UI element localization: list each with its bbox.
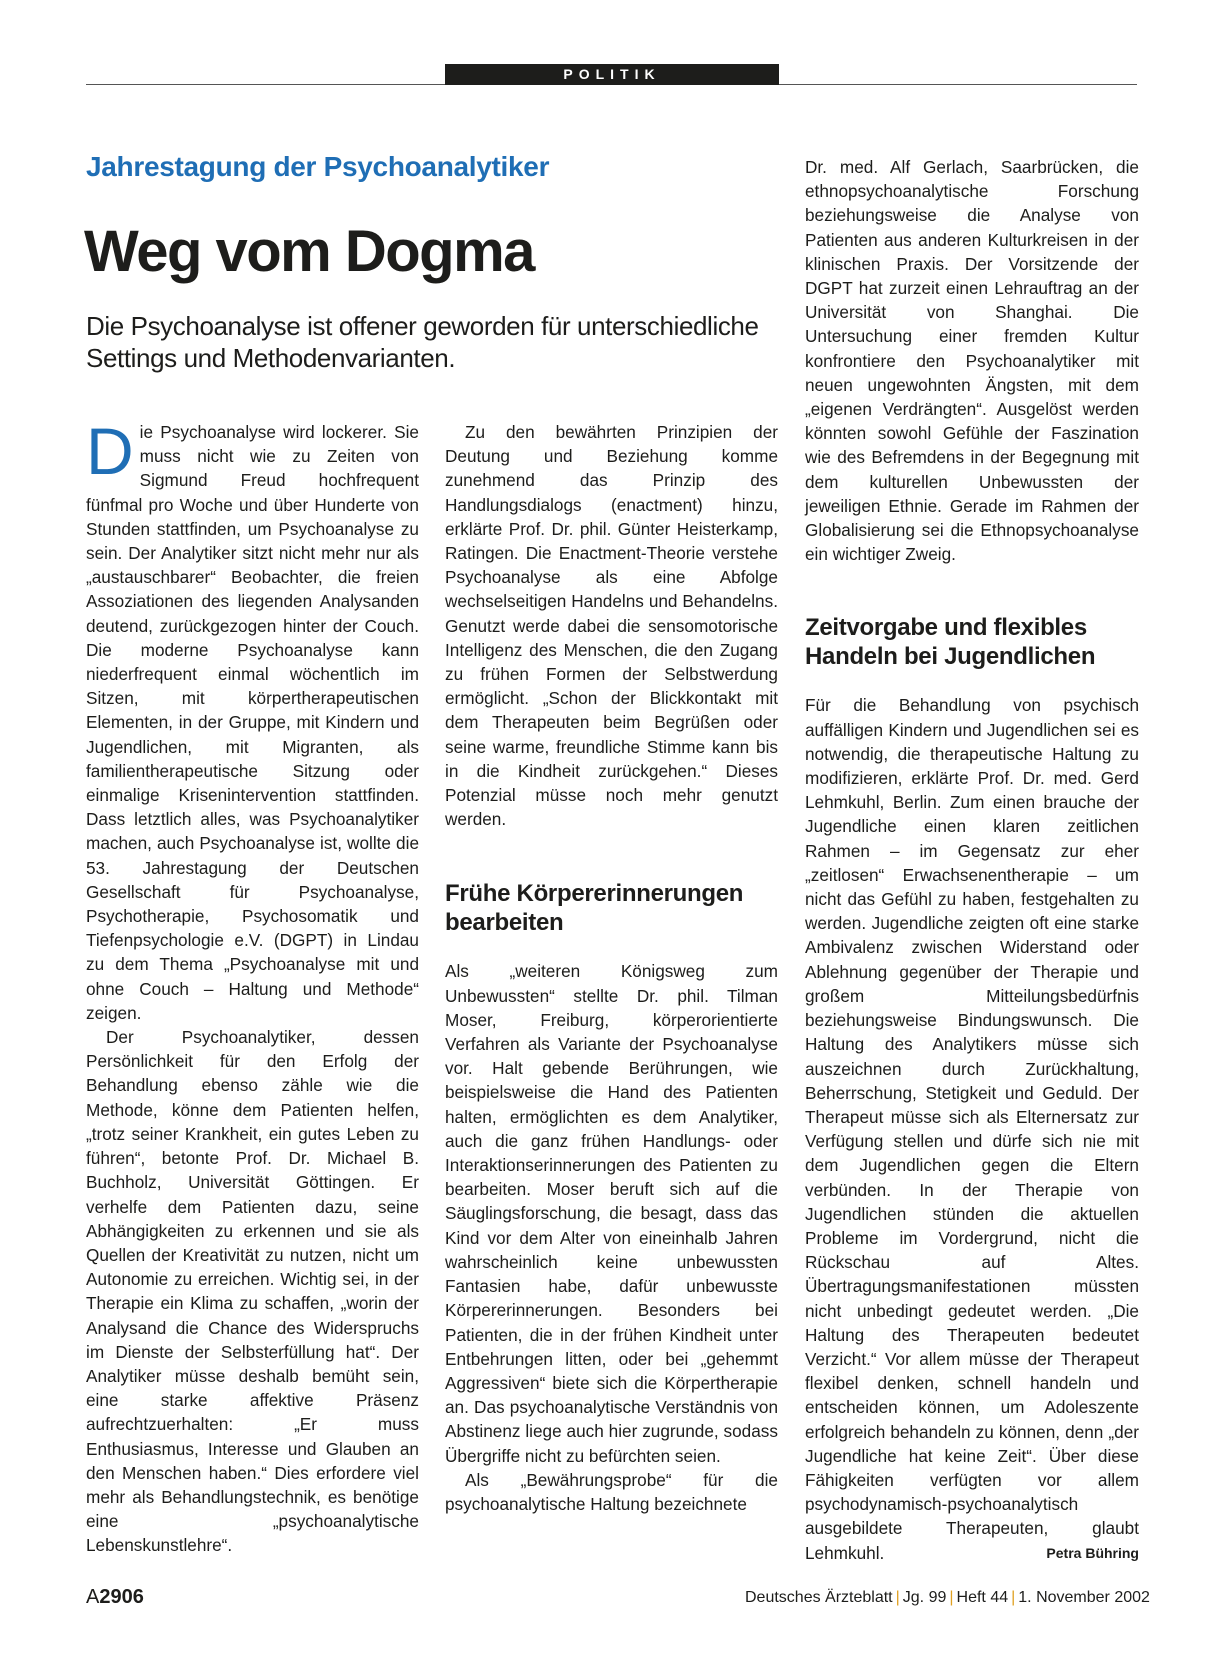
author-byline: Petra Bühring: [1046, 1544, 1139, 1561]
paragraph-text: ie Psychoanalyse wird lockerer. Sie muss nicht wie zu Zeiten von Sigmund Freud hochfrequent fünfmal pro Woche und über Hunderte von Stunden stattfinden, um Psychoanalyse zu sein. Der Analytiker sitzt nicht mehr nur als „austauschbarer“ Beobachter, die freien Assoziationen des liegenden Analysanden deutend, zurückgezogen hinter der Couch. Die moderne Psychoanalyse kann niederfrequent einmal wöchentlich im Sitzen, mit körpertherapeutischen Elementen, in der Gruppe, mit Kindern und Jugendlichen, mit Migranten, als familientherapeutische Sitzung oder einmalige Krisenintervention stattfinden. Dass letztlich alles, was Psychoanalytiker machen, auch Psychoanalyse ist, wollte die 53. Jahrestagung der Deutschen Gesellschaft für Psychoanalyse, Psychotherapie, Psychosomatik und Tiefenpsychologie e.V. (DGPT) in Lindau zu dem Thema „Psychoanalyse mit und ohne Couch – Haltung und Methode“ zeigen.: [86, 422, 419, 1023]
separator: |: [895, 1589, 900, 1606]
article-kicker: Jahrestagung der Psychoanalytiker: [86, 151, 550, 182]
subheading: Zeitvorgabe und flexibles Handeln bei Jugendlichen: [805, 614, 1096, 671]
article-headline: Weg vom Dogma: [84, 219, 534, 284]
drop-cap: D: [86, 414, 134, 488]
paragraph: [805, 693, 1139, 1564]
section-label: POLITIK: [445, 64, 779, 85]
paragraph: Dr. med. Alf Gerlach, Saarbrücken, die ethnopsychoanalytische Forschung beziehungsweise die Analyse von Patienten aus anderen Kulturkreisen in der klinischen Praxis. Der Vorsitzende der DGPT hat zurzeit einen Lehrauftrag an der Universität von Shanghai. Die Untersuchung einer fremden Kultur konfrontiere den Psychoanalytiker mit neuen ungewohnten Ängsten, mit dem „eigenen Verdrängten“. Ausgelöst werden könnten sowohl Gefühle der Faszination wie des Befremdens in der Begegnung mit dem kulturellen Unbewussten der jeweiligen Ethnie. Gerade im Rahmen der Globalisierung sei die Ethnopsychoanalyse ein wichtiger Zweig.: [805, 157, 1139, 565]
paragraph: [86, 414, 419, 1025]
article-deck: Die Psychoanalyse ist offener geworden für unterschiedliche Settings und Methodenvarianten.: [86, 311, 759, 373]
journal-footer: [745, 1589, 1150, 1607]
journal-issue: Heft 44: [956, 1589, 1009, 1606]
separator: |: [1011, 1589, 1016, 1606]
paragraph: Zu den bewährten Prinzipien der Deutung und Beziehung komme zunehmend das Prinzip des Handlungsdialogs (enactment) hinzu, erklärte Prof. Dr. phil. Günter Heisterkamp, Ratingen. Die Enactment-Theorie verstehe Psychoanalyse als eine Abfolge wechselseitigen Handelns und Behandelns. Genutzt werde dabei die sensomotorische Intelligenz des Menschen, die den Zugang zu frühen Formen der Selbstwerdung ermöglicht. „Schon der Blickkontakt mit dem Therapeuten beim Begrüßen oder seine warme, freundliche Stimme kann bis in die Kindheit zurückgehen.“ Dieses Potenzial müsse noch mehr genutzt werden.: [445, 422, 778, 830]
paragraph: Der Psychoanalytiker, dessen Persönlichkeit für den Erfolg der Behandlung ebenso zähle wie die Methode, könne dem Patienten helfen, „trotz seiner Krankheit, ein gutes Leben zu führen“, betonte Prof. Dr. Michael B. Buchholz, Universität Göttingen. Er verhelfe dem Patienten dazu, seine Abhängigkeiten zu erkennen und sie als Quellen der Kreativität zu nutzen, nicht um Autonomie zu erreichen. Wichtig sei, in der Therapie ein Klima zu schaffen, „worin der Analysand die Chance des Widerspruchs im Dienste der Selbsterfüllung hat“. Der Analytiker müsse deshalb bemüht sein, eine starke affektive Präsenz aufrechtzuerhalten: „Er muss Enthusiasmus, Interesse und Glauben an den Menschen haben.“ Dies erfordere viel mehr als Behandlungstechnik, es benötige eine „psychoanalytische Lebenskunstlehre“.: [86, 1027, 419, 1556]
page-prefix: A: [86, 1586, 100, 1608]
paragraph: Als „Bewährungsprobe“ für die psychoanalytische Haltung bezeichnete: [445, 1469, 778, 1514]
page-number-value: 2906: [99, 1586, 144, 1608]
separator: |: [949, 1589, 954, 1606]
paragraph-text: Für die Behandlung von psychisch auffälligen Kindern und Jugendlichen sei es notwendig, die therapeutische Haltung zu modifizieren, erklärte Prof. Dr. med. Gerd Lehmkuhl, Berlin. Zum einen brauche der Jugendliche einen klaren zeitlichen Rahmen – im Gegensatz zur eher „zeitlosen“ Erwachsenentherapie – um nicht das Gefühl zu haben, festgehalten zu werden. Jugendliche zeigten oft eine starke Ambivalenz zwischen Widerstand oder Ablehnung gegenüber der Therapie und großem Mitteilungsbedürfnis beziehungsweise Bindungswunsch. Die Haltung des Analytikers müsse sich auszeichnen durch Zurückhaltung, Beherrschung, Stetigkeit und Geduld. Der Therapeut müsse sich als Elternersatz zur Verfügung stellen und dürfe sich nie mit dem Jugendlichen gegen die Eltern verbünden. In der Therapie von Jugendlichen stünden die aktuellen Probleme im Vordergrund, nicht die Rückschau auf Altes. Übertragungsmanifestationen müssten nicht unbedingt gedeutet werden. „Die Haltung des Therapeuten bedeutet Verzicht.“ Vor allem müsse der Therapeut flexibel denken, schnell handeln und entscheiden können, um Adoleszente erfolgreich behandeln zu können, denn „der Jugendliche hat keine Zeit“. Über diese Fähigkeiten verfügten vor allem psychodynamisch-psychoanalytisch ausgebildete Therapeuten, glaubt Lehmkuhl.: [805, 695, 1139, 1563]
journal-name: Deutsches Ärzteblatt: [745, 1589, 893, 1606]
journal-date: 1. November 2002: [1018, 1589, 1150, 1606]
journal-volume: Jg. 99: [902, 1589, 947, 1606]
page-number: [86, 1586, 144, 1609]
article-column-2: [445, 420, 778, 1516]
paragraph: Als „weiteren Königsweg zum Unbewussten“ stellte Dr. phil. Tilman Moser, Freiburg, körperorientierte Verfahren als Variante der Psychoanalyse vor. Halt gebende Berührungen, wie beispielsweise die Hand des Patienten halten, ermöglichten es dem Analytiker, auch die ganz frühen Handlungs- oder Interaktionserinnerungen des Patienten zu bearbeiten. Moser beruft sich auf die Säuglingsforschung, die besagt, dass das Kind vor dem Alter von eineinhalb Jahren wahrscheinlich keine unbewussten Fantasien habe, dafür unbewusste Körpererinnerungen. Besonders bei Patienten, die in der frühen Kindheit unter Entbehrungen litten, oder bei „gehemmt Aggressiven“ biete sich die Körpertherapie an. Das psychoanalytische Verständnis von Abstinenz liege auch hier zugrunde, sodass Übergriffe nicht zu befürchten seien.: [445, 961, 778, 1466]
subheading: Frühe Körpererinnerungen bearbeiten: [445, 880, 744, 937]
article-column-3: [805, 155, 1139, 1565]
article-column-1: [86, 414, 419, 1558]
